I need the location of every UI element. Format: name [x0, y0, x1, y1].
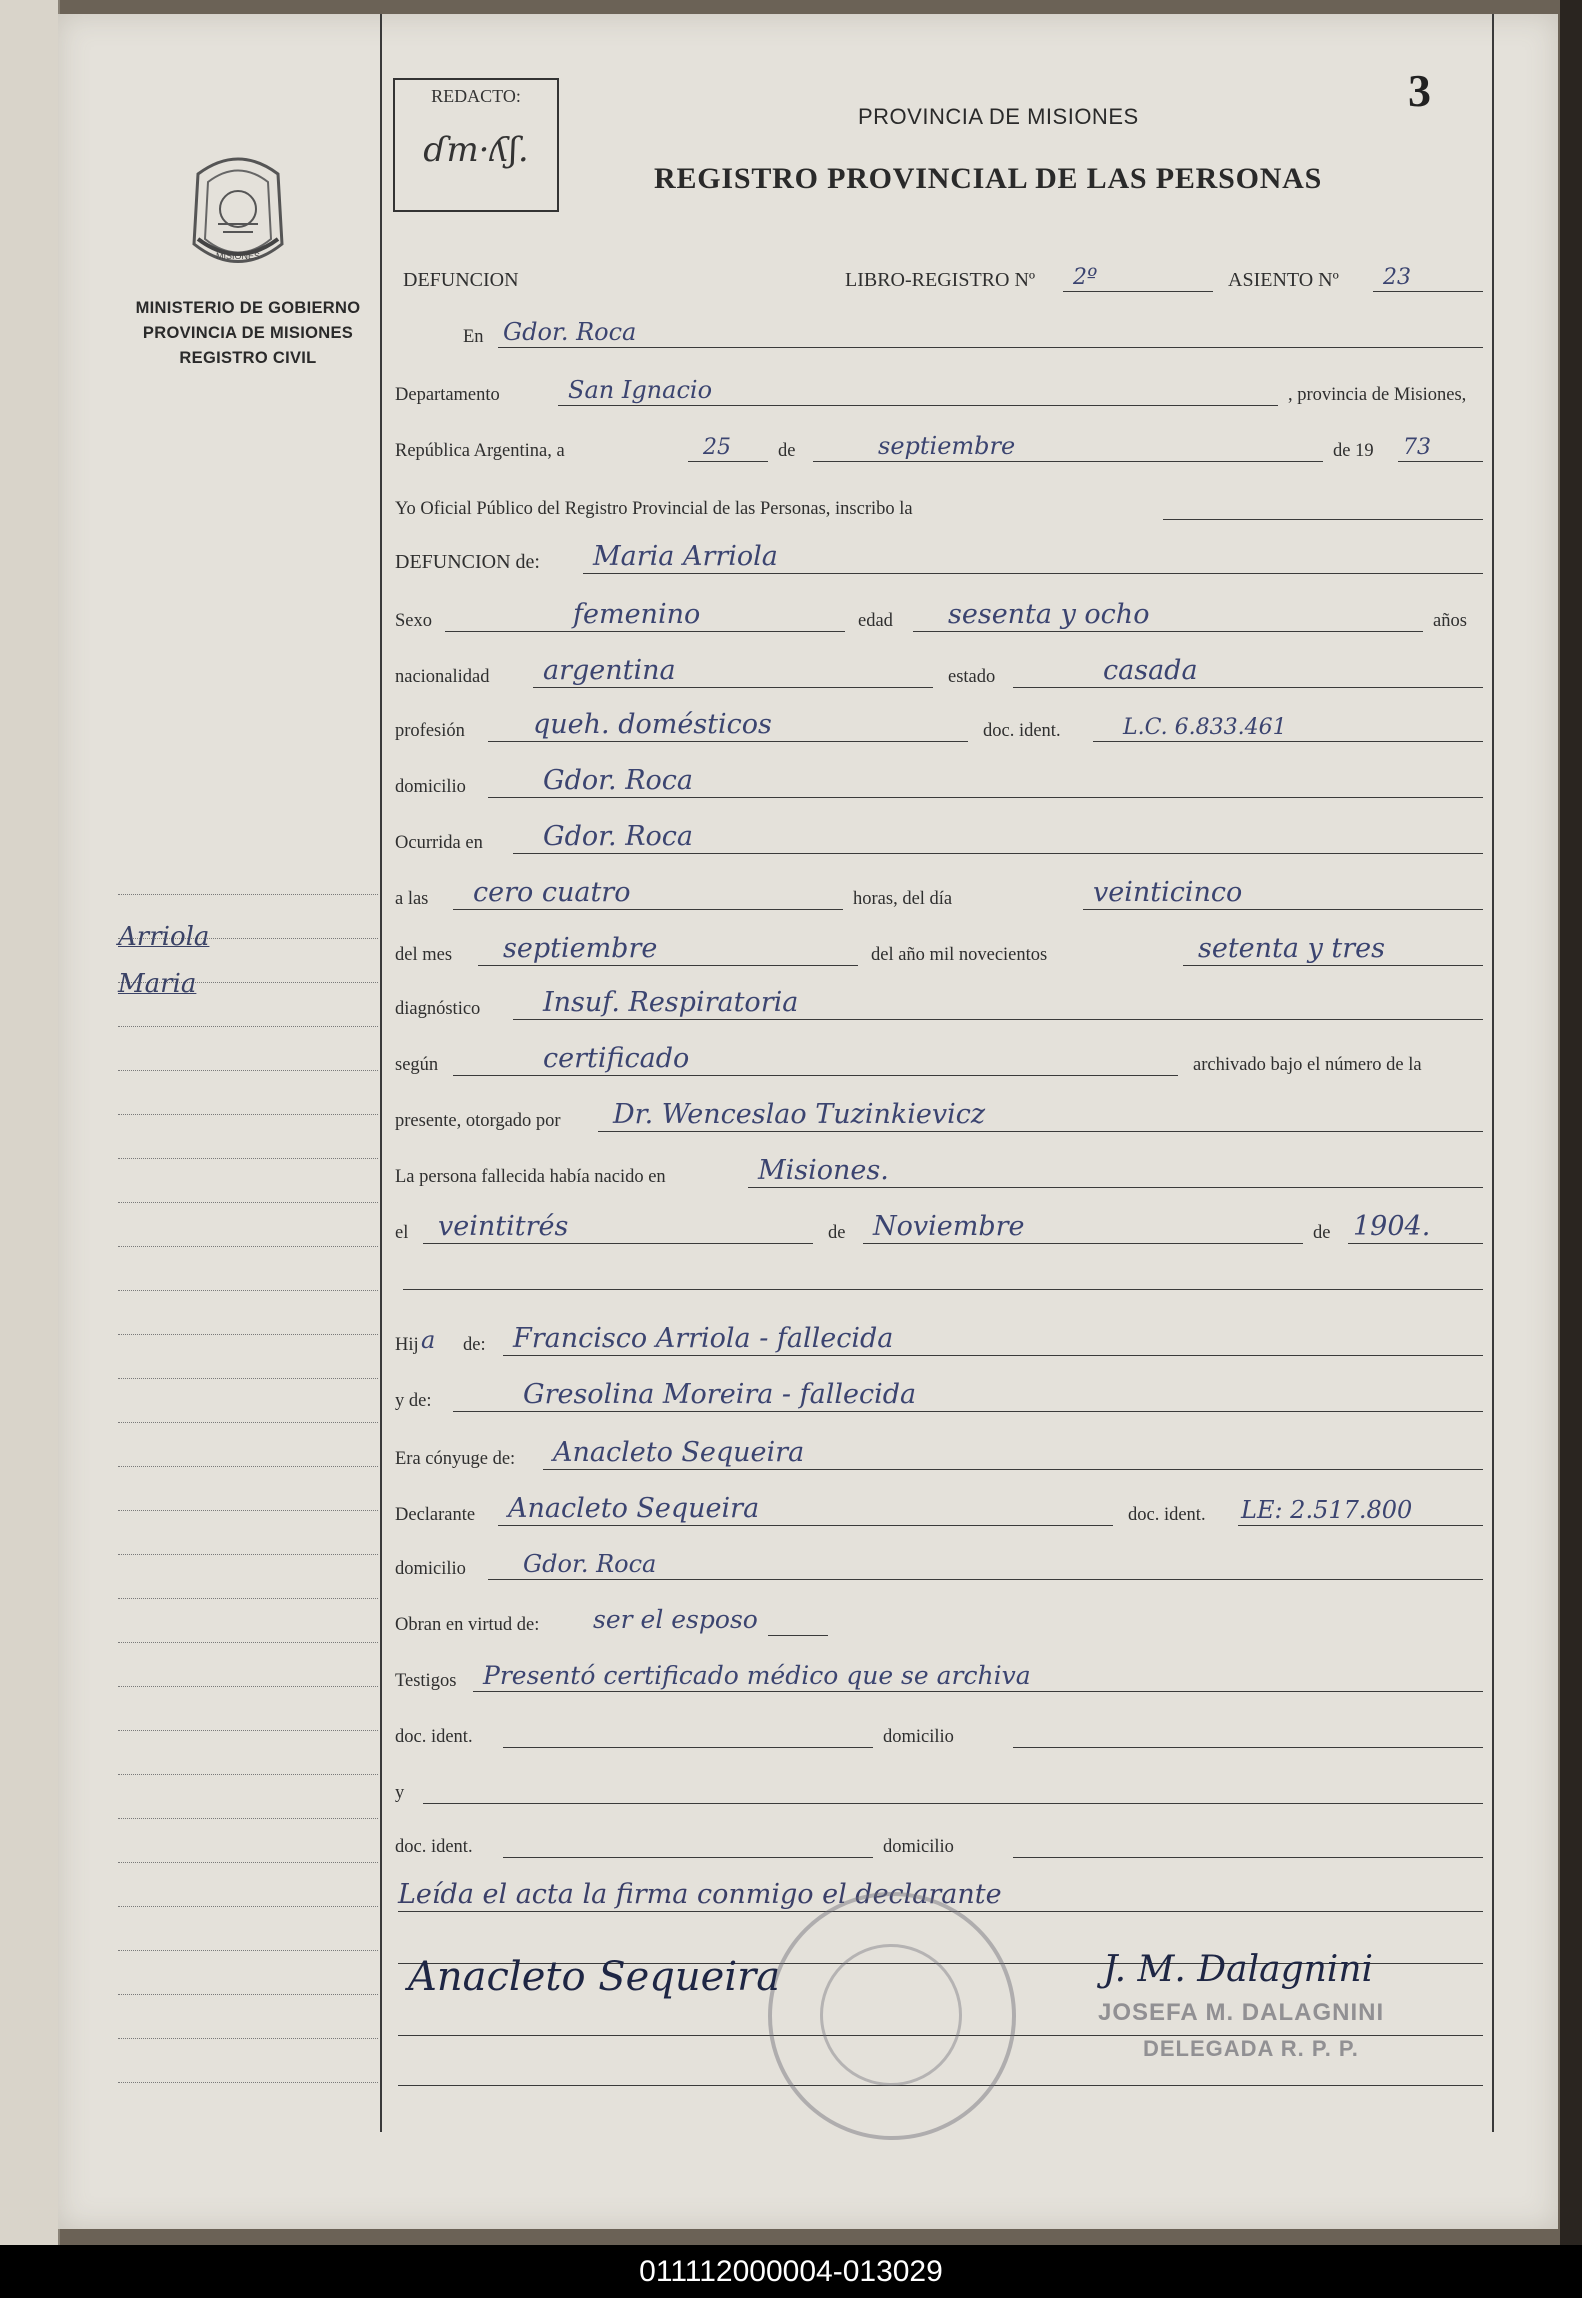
delmes-label: del mes [395, 945, 453, 965]
row-nac-fecha [393, 1212, 1483, 1248]
madre-value: Gresolina Moreira - fallecida [523, 1379, 917, 1410]
hijade-label: de: [463, 1335, 486, 1355]
row-hora [393, 878, 1483, 914]
archivado-label: archivado bajo el número de la [1193, 1055, 1422, 1075]
row-blank [393, 1258, 1483, 1294]
docident-line [1093, 741, 1483, 742]
day-line [688, 461, 768, 462]
conyuge-label: Era cónyuge de: [395, 1449, 516, 1469]
official-title-stamp: DELEGADA R. P. P. [1143, 2036, 1359, 2061]
margin-guide-line [118, 1510, 378, 1511]
ano-line [1183, 965, 1483, 966]
obran-label: Obran en virtud de: [395, 1615, 540, 1635]
testigos-line [473, 1691, 1483, 1692]
margin-guide-line [118, 2082, 378, 2083]
row-testigo1 [393, 1716, 1483, 1752]
margin-guide-line [118, 1290, 378, 1291]
oficial-text: Yo Oficial Público del Registro Provincial de las Personas, inscribo la [395, 499, 913, 519]
year-line [1398, 461, 1483, 462]
domicilio-value: Gdor. Roca [543, 765, 694, 796]
document-page [58, 14, 1558, 2229]
nacionalidad-line [533, 687, 933, 688]
en-line [498, 347, 1483, 348]
de3-label: de [1313, 1223, 1331, 1243]
estado-value: casada [1103, 655, 1198, 686]
hora-line [453, 909, 843, 910]
month-value: septiembre [878, 432, 1016, 460]
margin-guide-line [118, 2038, 378, 2039]
hija-suffix: a [421, 1326, 436, 1354]
edad-line [913, 631, 1423, 632]
testigos-label: Testigos [395, 1671, 457, 1691]
estado-line [1013, 687, 1483, 688]
margin-guide-line [118, 1378, 378, 1379]
profesion-value: queh. domésticos [533, 709, 772, 740]
margin-guide-line [118, 1422, 378, 1423]
margin-given-name: Maria [118, 969, 197, 999]
row-ocurrida [393, 822, 1483, 858]
declarante-label: Declarante [395, 1505, 476, 1525]
declarante-value: Anacleto Sequeira [508, 1493, 760, 1524]
nacionalidad-value: argentina [543, 655, 676, 686]
nacido-label: La persona fallecida había nacido en [395, 1167, 666, 1187]
departamento-label: Departamento [395, 385, 500, 405]
provincia-label: , provincia de Misiones, [1288, 385, 1467, 405]
profesion-line [488, 741, 968, 742]
row-mes [393, 934, 1483, 970]
oficial-line [1163, 519, 1483, 520]
row-departamento [393, 374, 1483, 410]
republica-label: República Argentina, a [395, 441, 565, 461]
day-value: 25 [703, 435, 731, 460]
margin-guide-line [118, 1070, 378, 1071]
row-hija [393, 1324, 1483, 1360]
ano-value: setenta y tres [1198, 933, 1386, 964]
nac-ano-line [1348, 1243, 1483, 1244]
nac-ano-value: 1904. [1353, 1211, 1431, 1242]
margin-guide-line [118, 1246, 378, 1247]
margin-guide-line [118, 1774, 378, 1775]
row-sexo [393, 600, 1483, 636]
t1-docident-line [503, 1747, 873, 1748]
dia-line [1083, 909, 1483, 910]
row-conyuge [393, 1438, 1483, 1474]
hija-label: Hij [395, 1335, 419, 1355]
decl-domicilio-value: Gdor. Roca [523, 1550, 657, 1578]
de2-label: de [828, 1223, 846, 1243]
libro-value: 2º [1073, 265, 1098, 290]
sexo-label: Sexo [395, 611, 432, 631]
margin-guide-line [118, 1994, 378, 1995]
otorgado-value: Dr. Wenceslao Tuzinkievicz [613, 1099, 986, 1130]
row-madre [393, 1380, 1483, 1416]
defuncion-de-label: DEFUNCION de: [395, 551, 540, 573]
t2-docident-line [503, 1857, 873, 1858]
testigos-value: Presentó certificado médico que se archiva [483, 1661, 1031, 1690]
province-title: PROVINCIA DE MISIONES [858, 104, 1139, 129]
nacionalidad-label: nacionalidad [395, 667, 490, 687]
row-otorgado [393, 1100, 1483, 1136]
segun-line [453, 1075, 1178, 1076]
decl-docident-line [1238, 1525, 1483, 1526]
t2-domicilio-label: domicilio [883, 1837, 954, 1857]
image-caption: 011112000004-013029 [0, 2245, 1582, 2298]
row-libro [393, 260, 1483, 296]
t1-domicilio-line [1013, 1747, 1483, 1748]
nacido-line [748, 1187, 1483, 1188]
row-declarante [393, 1494, 1483, 1530]
y-line [423, 1803, 1483, 1804]
edad-label: edad [858, 611, 893, 631]
obran-line [768, 1635, 828, 1636]
alas-label: a las [395, 889, 429, 909]
previous-page-edge [0, 0, 60, 2245]
svg-text:MISIONES: MISIONES [215, 251, 261, 261]
margin-guide-line [118, 1158, 378, 1159]
t2-docident-label: doc. ident. [395, 1837, 473, 1857]
t1-domicilio-label: domicilio [883, 1727, 954, 1747]
page-number: 3 [1408, 65, 1431, 116]
year-label: de 19 [1333, 441, 1374, 461]
nac-mes-value: Noviembre [873, 1211, 1025, 1242]
deceased-name: Maria Arriola [593, 541, 778, 572]
margin-guide-line [118, 1818, 378, 1819]
declarant-signature: Anacleto Sequeira [408, 1954, 781, 2000]
row-oficial [393, 488, 1483, 524]
segun-label: según [395, 1055, 439, 1075]
decl-domicilio-line [488, 1579, 1483, 1580]
el-label: el [395, 1223, 409, 1243]
row-testigo2 [393, 1826, 1483, 1862]
sexo-value: femenino [573, 599, 701, 630]
margin-guide-line [118, 1334, 378, 1335]
month-line [813, 461, 1323, 462]
row-segun [393, 1044, 1483, 1080]
margin-guide-line [118, 1554, 378, 1555]
dia-value: veinticinco [1093, 877, 1243, 908]
ocurrida-line [513, 853, 1483, 854]
row-y [393, 1772, 1483, 1808]
libro-line [1063, 291, 1213, 292]
profesion-label: profesión [395, 721, 465, 741]
row-fecha [393, 430, 1483, 466]
provincial-seal-icon [178, 144, 298, 284]
record-type-label: DEFUNCION [403, 269, 519, 291]
ministry-line: REGISTRO CIVIL [179, 349, 317, 367]
margin-guide-line [118, 1026, 378, 1027]
asiento-value: 23 [1383, 265, 1411, 290]
row-domicilio [393, 766, 1483, 802]
anos-label: años [1433, 611, 1467, 631]
diagnostico-label: diagnóstico [395, 999, 481, 1019]
decl-domicilio-label: domicilio [395, 1559, 466, 1579]
margin-guide-line [118, 1906, 378, 1907]
registry-title: REGISTRO PROVINCIAL DE LAS PERSONAS [654, 162, 1323, 195]
redacto-label: REDACTO: [431, 86, 521, 106]
margin-guide-line [118, 894, 378, 895]
madre-line [453, 1411, 1483, 1412]
row-obran [393, 1604, 1483, 1640]
official-stamp [768, 1892, 1016, 2140]
decl-docident-label: doc. ident. [1128, 1505, 1206, 1525]
redacto-box [393, 78, 559, 212]
profesion-docident-label: doc. ident. [983, 721, 1061, 741]
asiento-line [1373, 291, 1483, 292]
row-defuncion-de [393, 542, 1483, 578]
asiento-label: ASIENTO Nº [1228, 269, 1339, 291]
margin-guide-line [118, 1642, 378, 1643]
conyuge-value: Anacleto Sequeira [553, 1437, 805, 1468]
margin-guide-line [118, 1730, 378, 1731]
declarante-line [498, 1525, 1113, 1526]
leida-text: Leída el acta la firma conmigo el declarante [398, 1879, 1002, 1910]
margin-surname: Arriola [118, 922, 210, 952]
nac-mes-line [863, 1243, 1303, 1244]
hora-value: cero cuatro [473, 877, 631, 908]
estado-label: estado [948, 667, 996, 687]
ministry-line: MINISTERIO DE GOBIERNO [135, 299, 361, 317]
row-nacionalidad [393, 656, 1483, 692]
nac-dia-value: veintitrés [438, 1211, 569, 1242]
deceased-line [583, 573, 1483, 574]
de-label: de [778, 441, 796, 461]
conyuge-line [543, 1469, 1483, 1470]
y-label: y [395, 1783, 405, 1803]
stamp-inner-ring [820, 1944, 962, 2086]
ministry-line: PROVINCIA DE MISIONES [142, 324, 354, 342]
yde-label: y de: [395, 1391, 432, 1411]
margin-guide-line [118, 1686, 378, 1687]
ocurrida-value: Gdor. Roca [543, 821, 694, 852]
mes-line [478, 965, 858, 966]
en-label: En [463, 327, 484, 347]
redacto-initials: ɗm·ʎʃ. [423, 130, 529, 170]
segun-value: certificado [543, 1043, 690, 1074]
blank-line [403, 1289, 1483, 1290]
row-profesion [393, 710, 1483, 746]
diagnostico-value: Insuf. Respiratoria [543, 987, 799, 1018]
margin-guide-line [118, 1114, 378, 1115]
mes-value: septiembre [503, 933, 658, 964]
row-diagnostico [393, 988, 1483, 1024]
sexo-line [445, 631, 845, 632]
margin-guide-line [118, 1202, 378, 1203]
domicilio-label: domicilio [395, 777, 466, 797]
row-testigos [393, 1660, 1483, 1696]
obran-value: ser el esposo [593, 1605, 758, 1634]
row-decl-domicilio [393, 1548, 1483, 1584]
padre-line [503, 1355, 1483, 1356]
departamento-value: San Ignacio [568, 376, 713, 404]
margin-guide-line [118, 1466, 378, 1467]
year-value: 73 [1403, 435, 1431, 460]
delano-label: del año mil novecientos [871, 945, 1048, 965]
t1-docident-label: doc. ident. [395, 1727, 473, 1747]
margin-column [58, 14, 380, 2229]
ocurrida-label: Ocurrida en [395, 833, 483, 853]
nacido-value: Misiones. [758, 1155, 889, 1186]
padre-value: Francisco Arriola - fallecida [513, 1323, 894, 1354]
nac-dia-line [423, 1243, 813, 1244]
row-nacido [393, 1156, 1483, 1192]
domicilio-line [488, 797, 1483, 798]
margin-guide-line [118, 1598, 378, 1599]
edad-value: sesenta y ocho [948, 599, 1150, 630]
profesion-docident-value: L.C. 6.833.461 [1123, 715, 1287, 740]
official-signature: J. M. Dalagnini [1103, 1949, 1374, 1990]
row-en [393, 316, 1483, 352]
decl-docident-value: LE: 2.517.800 [1241, 1496, 1413, 1524]
official-name-stamp: JOSEFA M. DALAGNINI [1098, 1999, 1385, 2026]
diagnostico-line [513, 1019, 1483, 1020]
margin-guide-line [118, 1950, 378, 1951]
otorgado-line [598, 1131, 1483, 1132]
ministry-header [118, 296, 378, 371]
presente-label: presente, otorgado por [395, 1111, 561, 1131]
t2-domicilio-line [1013, 1857, 1483, 1858]
en-value: Gdor. Roca [503, 318, 637, 346]
departamento-line [558, 405, 1278, 406]
horas-label: horas, del día [853, 889, 953, 909]
libro-label: LIBRO-REGISTRO Nº [845, 269, 1036, 291]
margin-guide-line [118, 1862, 378, 1863]
